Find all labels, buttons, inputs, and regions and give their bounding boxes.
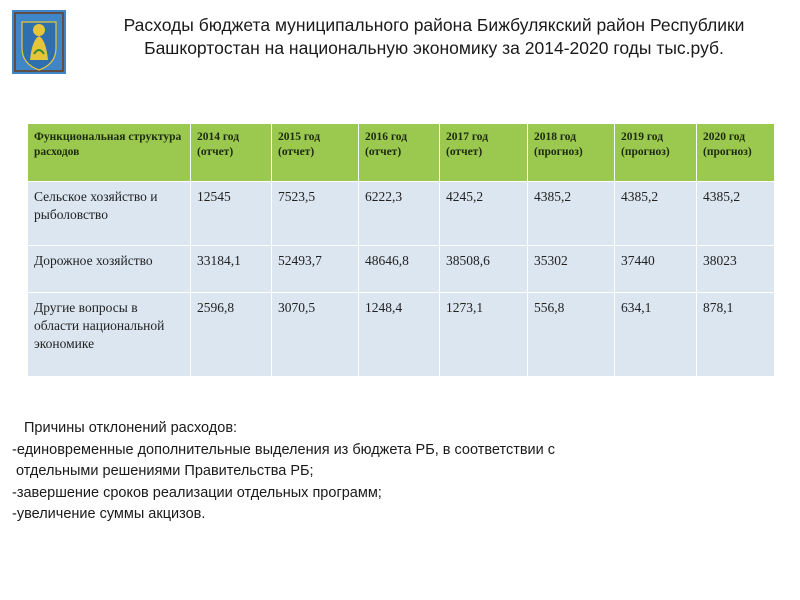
table-header-row xyxy=(28,124,775,182)
notes-item: -единовременные дополнительные выделения из бюджета РБ, в соответствии с xyxy=(12,441,556,458)
column-header-2016: 2016 год (отчет) xyxy=(359,124,440,182)
table-row xyxy=(28,293,775,377)
table-cell: 38023 xyxy=(697,246,775,293)
column-header-2018: 2018 год (прогноз) xyxy=(528,124,615,182)
table-cell: 634,1 xyxy=(615,293,697,377)
table-cell: 4385,2 xyxy=(528,182,615,246)
coat-of-arms-icon xyxy=(12,10,66,74)
row-label: Дорожное хозяйство xyxy=(28,246,191,293)
table-cell: 12545 xyxy=(191,182,272,246)
column-header-2019: 2019 год (прогноз) xyxy=(615,124,697,182)
budget-table xyxy=(27,123,774,377)
table-cell: 878,1 xyxy=(697,293,775,377)
table-cell: 48646,8 xyxy=(359,246,440,293)
notes-item: -завершение сроков реализации отдельных программ; xyxy=(12,484,382,501)
table-cell: 3070,5 xyxy=(272,293,359,377)
column-header-2014: 2014 год (отчет) xyxy=(191,124,272,182)
notes-item: отдельными решениями Правительства РБ; xyxy=(12,463,314,479)
table-cell: 37440 xyxy=(615,246,697,293)
table-cell: 4385,2 xyxy=(697,182,775,246)
row-label: Сельское хозяйство и рыболовство xyxy=(28,182,191,246)
table-cell: 2596,8 xyxy=(191,293,272,377)
table-cell: 4385,2 xyxy=(615,182,697,246)
table-cell: 6222,3 xyxy=(359,182,440,246)
table-cell: 38508,6 xyxy=(440,246,528,293)
table-row xyxy=(28,246,775,293)
table-cell: 4245,2 xyxy=(440,182,528,246)
table-cell: 7523,5 xyxy=(272,182,359,246)
table-cell: 35302 xyxy=(528,246,615,293)
column-header-2015: 2015 год (отчет) xyxy=(272,124,359,182)
table-cell: 33184,1 xyxy=(191,246,272,293)
column-header-2020: 2020 год (прогноз) xyxy=(697,124,775,182)
notes-heading: Причины отклонений расходов: xyxy=(24,420,238,436)
column-header-category: Функциональная структура расходов xyxy=(28,124,191,182)
table-row xyxy=(28,182,775,246)
table-cell: 556,8 xyxy=(528,293,615,377)
page-title: Расходы бюджета муниципального района Бижбулякский район Республики Башкортостан на национальную экономику за 2014-2020 годы тыс.руб. xyxy=(123,15,745,58)
deviation-notes xyxy=(12,418,772,526)
table-cell: 52493,7 xyxy=(272,246,359,293)
table-cell: 1248,4 xyxy=(359,293,440,377)
row-label: Другие вопросы в области национальной экономике xyxy=(28,293,191,377)
column-header-2017: 2017 год (отчет) xyxy=(440,124,528,182)
table-cell: 1273,1 xyxy=(440,293,528,377)
notes-item: -увеличение суммы акцизов. xyxy=(12,506,206,522)
